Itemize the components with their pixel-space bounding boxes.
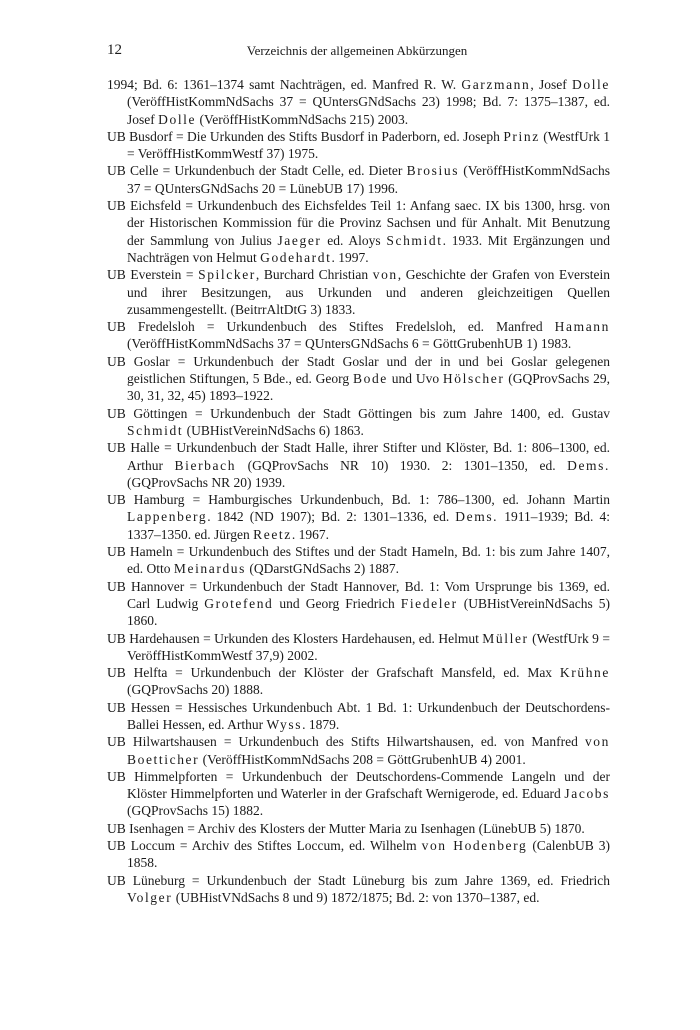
abbreviation-entry <box>107 162 610 197</box>
entry-text: 1994; Bd. 6: 1361–1374 samt Nachträgen, ed. Manfred R. W. <box>107 77 462 92</box>
page-header <box>107 42 607 62</box>
entry-text: UB Hameln = Urkundenbuch des Stiftes und der Stadt Hameln, Bd. 1: bis zum Jahre 1407, ed. Otto <box>107 544 610 577</box>
abbreviation-entry <box>107 543 610 578</box>
entry-text: (UBHistVNdSachs 8 und 9) 1872/1875; Bd. 2: von 1370–1387, ed. <box>172 889 540 905</box>
spaced-name: Prinz <box>503 128 540 144</box>
spaced-name: Grotefend <box>204 595 274 611</box>
entry-text: (UBHistVereinNdSachs 5) 1860. <box>127 595 611 629</box>
entry-text: . 1997. <box>331 249 369 265</box>
entry-text: . 1879. <box>302 716 340 732</box>
entry-text: ed. Aloys <box>321 232 387 248</box>
entry-text: UB Göttingen = Urkundenbuch der Stadt Göttingen bis zum Jahre 1400, ed. Gustav <box>107 405 610 421</box>
entry-text: UB Hessen = Hessisches Urkundenbuch Abt. 1 Bd. 1: Urkundenbuch der Deutschordens-Ballei Hessen, ed. Arthur <box>107 699 610 732</box>
spaced-name: Dolle <box>572 77 610 92</box>
abbreviation-entry <box>107 733 610 768</box>
spaced-name: Schmidt <box>127 422 184 438</box>
running-title: Verzeichnis der allgemeinen Abkürzungen <box>246 43 468 58</box>
abbreviation-entry <box>107 699 610 734</box>
spaced-name: Müller <box>482 630 529 646</box>
abbreviation-entry <box>107 128 610 163</box>
abbreviation-entry <box>107 837 610 872</box>
entry-text: UB Fredelsloh = Urkundenbuch des Stiftes Fredelsloh, ed. Manfred <box>107 319 555 335</box>
entry-text: (GQProvSachs 15) 1882. <box>127 803 264 819</box>
abbreviation-entry <box>107 491 610 543</box>
spaced-name: Schmidt <box>386 232 443 248</box>
entry-text: UB Helfta = Urkundenbuch der Klöster der Grafschaft Mansfeld, ed. Max <box>107 665 560 681</box>
abbreviation-entry <box>107 820 610 837</box>
spaced-name: Volger <box>127 889 173 905</box>
entry-text: (VeröffHistKommNdSachs 37 = QUntersGNdSachs 23) 1998; Bd. 7: 1375–1387, ed. Josef <box>127 94 610 127</box>
entry-text: UB Celle = Urkundenbuch der Stadt Celle, ed. Dieter <box>107 163 407 179</box>
entry-text: und Georg Friedrich <box>273 595 401 611</box>
abbreviation-entry <box>107 664 610 699</box>
entry-text: UB Hardehausen = Urkunden des Klosters Hardehausen, ed. Helmut <box>107 630 483 646</box>
entry-text: UB Halle = Urkundenbuch der Stadt Halle, ihrer Stifter und Klöster, Bd. 1: 806–1300, ed. Arthur <box>107 440 610 473</box>
spaced-name: Godehardt <box>260 249 332 265</box>
entry-text: (GQProvSachs NR 20) 1939. <box>127 474 286 490</box>
abbreviation-entry <box>107 266 610 318</box>
entry-text: (UBHistVereinNdSachs 6) 1863. <box>183 422 364 438</box>
abbreviation-entry <box>107 439 610 491</box>
entry-text: (VeröffHistKommNdSachs 37 = QUntersGNdSachs 20 = LünebUB 17) 1996. <box>127 163 610 196</box>
entry-text: UB Loccum = Archiv des Stiftes Loccum, ed. Wilhelm <box>107 838 422 854</box>
entry-text: , Burchard Christian <box>255 267 373 283</box>
abbreviation-entry <box>107 353 610 405</box>
spaced-name: Garzmann <box>461 77 531 92</box>
spaced-name: Meinardus <box>173 561 247 577</box>
entry-text: UB Hannover = Urkundenbuch der Stadt Hannover, Bd. 1: Vom Ursprunge bis 1369, ed. Carl Ludwig <box>107 578 610 611</box>
abbreviation-entry <box>107 197 610 266</box>
entry-text: , Josef <box>530 77 572 92</box>
entry-text: (GQProvSachs NR 10) 1930. 2: 1301–1350, ed. <box>236 457 568 473</box>
spaced-name: von Hodenberg <box>421 838 528 854</box>
spaced-name: Lappenberg <box>127 509 208 525</box>
entry-text: . 1842 (ND 1907); Bd. 2: 1301–1336, ed. <box>207 509 456 525</box>
entry-text: (VeröffHistKommNdSachs 208 = GöttGrubenhUB 4) 2001. <box>199 751 526 767</box>
entry-text: 1911–1939; Bd. 4: 1337–1350. ed. Jürgen <box>127 509 610 542</box>
spaced-name: Hölscher <box>442 371 505 387</box>
abbreviation-entry <box>107 318 610 353</box>
entry-text: UB Isenhagen = Archiv des Klosters der Mutter Maria zu Isenhagen (LünebUB 5) 1870. <box>107 820 585 836</box>
abbreviation-entry <box>107 578 610 630</box>
entry-text: UB Everstein = <box>107 267 199 283</box>
entry-text: . 1933. Mit Ergänzungen und Nachträgen von Helmut <box>127 232 611 265</box>
entry-text: UB Eichsfeld = Urkundenbuch des Eichsfeldes Teil 1: Anfang saec. IX bis 1300, hrsg. von der Historischen Kommission für die Provinz Sachsen und für Anhalt. Mit Benutzung der Sammlung von Julius <box>107 198 610 248</box>
abbreviation-entry <box>107 768 610 820</box>
entry-text: UB Busdorf = Die Urkunden des Stifts Busdorf in Paderborn, ed. Joseph <box>107 128 504 144</box>
spaced-name: Bode <box>352 371 388 387</box>
spaced-name: Bierbach <box>174 457 237 473</box>
entry-text: UB Himmelpforten = Urkundenbuch der Deutschordens-Commende Langeln und der Klöster Himmelpforten und Waterler in der Grafschaft Wernigerode, ed. Eduard <box>107 768 610 802</box>
entry-text: (GQProvSachs 20) 1888. <box>127 682 264 698</box>
entry-text: (WestfUrk 1 = VeröffHistKommWestf 37) 1975. <box>127 128 610 162</box>
entry-text: . 1967. <box>291 526 329 542</box>
entry-text: UB Goslar = Urkundenbuch der Stadt Goslar und der in und bei Goslar gelegenen geistlichen Stiftungen, 5 Bde., ed. Georg <box>107 353 610 387</box>
entry-text: UB Lüneburg = Urkundenbuch der Stadt Lüneburg bis zum Jahre 1369, ed. Friedrich <box>107 872 610 888</box>
abbreviation-entry <box>107 872 610 907</box>
spaced-name: Wyss <box>266 716 303 732</box>
spaced-name: Reetz <box>253 526 292 542</box>
entry-text: UB Hamburg = Hamburgisches Urkundenbuch, Bd. 1: 786–1300, ed. Johann Martin <box>107 492 610 508</box>
spaced-name: Dems. <box>567 457 610 473</box>
spaced-name: Krühne <box>559 665 610 681</box>
entry-text: und Uvo <box>387 371 443 387</box>
entry-text: (VeröffHistKommNdSachs 215) 2003. <box>196 111 409 127</box>
entry-text: UB Hilwartshausen = Urkundenbuch des Stifts Hilwartshausen, ed. von Manfred <box>107 734 585 750</box>
entry-text: , Geschichte der Grafen von Everstein und ihrer Besitzungen, aus Urkunden und anderen gleichzeitigen Quellen zusammengestellt. (BeitrrAltDtG 3) 1833. <box>127 267 610 317</box>
spaced-name: Jaeger <box>277 232 322 248</box>
entry-text: (GQProvSachs 29, 30, 31, 32, 45) 1893–1922. <box>127 371 610 404</box>
spaced-name: Dolle <box>158 111 197 127</box>
spaced-name: Hamann <box>554 319 610 335</box>
entry-text: (VeröffHistKommNdSachs 37 = QUntersGNdSachs 6 = GöttGrubenhUB 1) 1983. <box>127 336 572 352</box>
abbreviation-entry <box>107 630 610 665</box>
spaced-name: von <box>372 267 398 283</box>
spaced-name: Dems. <box>455 509 499 525</box>
spaced-name: von Boetticher <box>127 734 610 767</box>
spaced-name: Jacobs <box>564 786 610 802</box>
abbreviation-list <box>107 76 610 906</box>
spaced-name: Fiedeler <box>400 595 458 611</box>
spaced-name: Spilcker <box>198 267 256 283</box>
entry-text: (CalenbUB 3) 1858. <box>127 838 611 871</box>
spaced-name: Brosius <box>406 163 460 179</box>
entry-text: (WestfUrk 9 = VeröffHistKommWestf 37,9) 2002. <box>127 630 610 663</box>
page-number: 12 <box>107 42 122 58</box>
entry-text: (QDarstGNdSachs 2) 1887. <box>246 561 399 577</box>
abbreviation-entry <box>107 405 610 440</box>
abbreviation-entry <box>107 76 610 128</box>
